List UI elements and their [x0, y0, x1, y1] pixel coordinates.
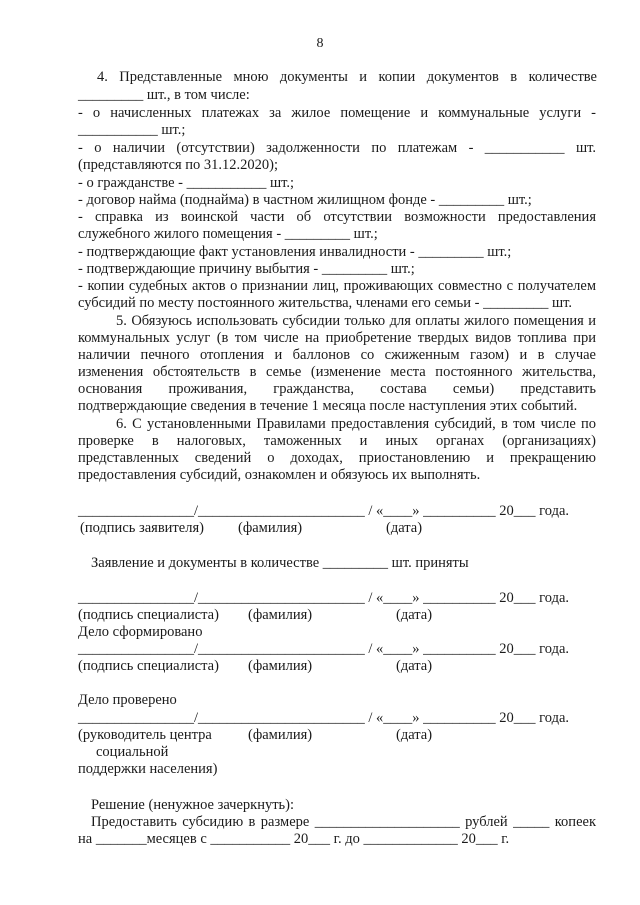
applicant-signature-caption: (подпись заявителя) — [80, 520, 204, 536]
item4-line1: 4. Представленные мною документы и копии документов в количестве — [97, 69, 597, 85]
specialist1-surname-caption: (фамилия) — [248, 607, 313, 623]
decision-line2[interactable]: на _______месяцев с ___________ 20___ г. до _____________ 20___ г. — [78, 831, 510, 847]
item4-line7: - о гражданстве - ___________ шт.; — [78, 175, 295, 191]
case-checked-label: Дело проверено — [78, 692, 177, 708]
page-number: 8 — [316, 36, 324, 51]
specialist2-signature-caption: (подпись специалиста) — [78, 658, 219, 674]
applicant-date-caption: (дата) — [386, 520, 423, 536]
decision-line1[interactable]: Предоставить субсидию в размере ____________________ рублей _____ копеек — [91, 814, 596, 830]
head-signature-caption: (руководитель центра — [78, 727, 212, 743]
item4-line12: - подтверждающие причину выбытия - _________ шт.; — [78, 261, 415, 277]
item5-line3: наличии печного отопления и баллонов со сжиженным газом) и в случае — [78, 347, 596, 363]
accepted-statement[interactable]: Заявление и документы в количестве _________ шт. приняты — [91, 555, 469, 571]
item4-line10: служебного жилого помещения - _________ шт.; — [78, 226, 378, 242]
specialist2-signature-line[interactable]: ________________/_______________________ / «____» __________ 20___ года. — [78, 641, 570, 657]
item6-line2: проверке в налоговых, таможенных и иных органах (организациях) — [78, 433, 596, 449]
item4-line4: ___________ шт.; — [78, 122, 186, 138]
specialist2-surname-caption: (фамилия) — [248, 658, 313, 674]
item5-line4: изменения обстоятельств в семье (изменение места постоянного жительства, — [78, 364, 596, 380]
item4-line9: - справка из воинской части об отсутствии возможности предоставления — [78, 209, 596, 225]
item4-line3: - о начисленных платежах за жилое помещение и коммунальные услуги - — [78, 105, 596, 121]
specialist1-date-caption: (дата) — [396, 607, 433, 623]
head-date-caption: (дата) — [396, 727, 433, 743]
applicant-surname-caption: (фамилия) — [238, 520, 303, 536]
item4-line5: - о наличии (отсутствии) задолженности по платежам - ___________ шт. — [78, 140, 596, 156]
item4-line2: _________ шт., в том числе: — [78, 87, 250, 103]
item4-line6: (представляются по 31.12.2020); — [78, 157, 279, 173]
specialist1-signature-line[interactable]: ________________/_______________________ / «____» __________ 20___ года. — [78, 590, 570, 606]
item6-line4: предоставления субсидий, ознакомлен и обязуюсь их выполнять. — [78, 467, 481, 483]
head-signature-caption-3: поддержки населения) — [78, 761, 218, 777]
item6-line1: 6. С установленными Правилами предоставления субсидий, в том числе по — [116, 416, 596, 432]
applicant-signature-line[interactable]: ________________/_______________________ / «____» __________ 20___ года. — [78, 503, 570, 519]
item4-line13: - копии судебных актов о признании лиц, проживающих совместно с получателем — [78, 278, 596, 294]
specialist2-date-caption: (дата) — [396, 658, 433, 674]
item5-line6: подтверждающие сведения в течение 1 месяца после наступления этих событий. — [78, 398, 578, 414]
item4-line14: субсидий по месту постоянного жительства, членами его семьи - _________ шт. — [78, 295, 573, 311]
decision-title: Решение (ненужное зачеркнуть): — [91, 797, 295, 813]
item5-line2: коммунальных услуг (в том числе на приобретение твердых видов топлива при — [78, 330, 596, 346]
item5-line5: основания проживания, гражданства, состава семьи) представить — [78, 381, 596, 397]
item4-line11: - подтверждающие факт установления инвалидности - _________ шт.; — [78, 244, 512, 260]
item5-line1: 5. Обязуюсь использовать субсидии только для оплаты жилого помещения и — [116, 313, 596, 329]
item6-line3: представленных сведений о доходах, приостановлению и прекращению — [78, 450, 596, 466]
specialist1-signature-caption: (подпись специалиста) — [78, 607, 219, 623]
head-surname-caption: (фамилия) — [248, 727, 313, 743]
head-signature-line[interactable]: ________________/_______________________ / «____» __________ 20___ года. — [78, 710, 570, 726]
item4-line8: - договор найма (поднайма) в частном жилищном фонде - _________ шт.; — [78, 192, 532, 208]
case-formed-label: Дело сформировано — [78, 624, 203, 640]
head-signature-caption-2: социальной — [96, 744, 169, 760]
